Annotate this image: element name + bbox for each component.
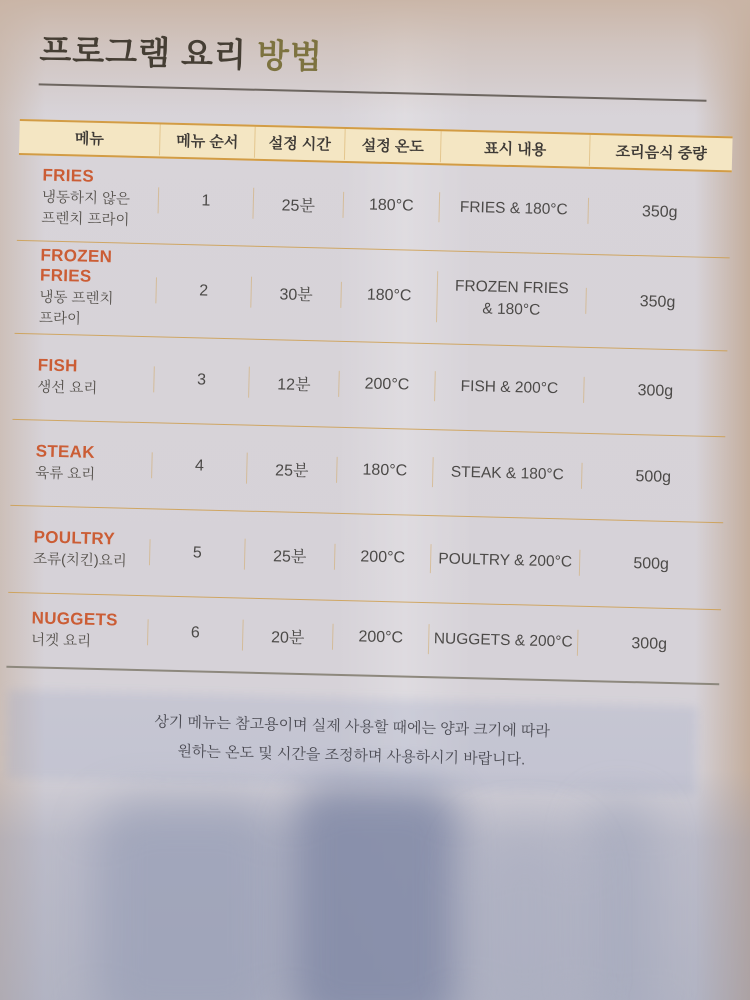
set-temp: 200°C [334, 543, 431, 571]
display-text: NUGGETS & 200°C [428, 624, 578, 657]
menu-cell [13, 351, 154, 405]
menu-order: 2 [155, 277, 251, 305]
menu-name: FISH [37, 355, 78, 376]
menu-cell [17, 161, 159, 236]
menu-order: 4 [151, 452, 247, 480]
set-temp: 180°C [340, 281, 437, 309]
menu-name: POULTRY [33, 527, 116, 549]
display-text: STEAK & 180°C [432, 457, 582, 490]
menu-order: 5 [149, 539, 245, 567]
food-weight: 350g [587, 198, 731, 227]
set-temp: 200°C [332, 624, 429, 652]
table-row-frozen-fries [15, 241, 730, 351]
food-weight: 350g [585, 287, 729, 316]
photographer-shadow-blob [585, 800, 655, 1000]
menu-cell [15, 241, 157, 336]
menu-name: STEAK [35, 441, 96, 462]
photographer-shadow-blob [290, 785, 460, 1000]
menu-desc: 냉동 프렌치 프라이 [38, 289, 114, 328]
column-header-time: 설정 시간 [254, 127, 345, 160]
photographer-shadow-blob [95, 800, 280, 1000]
column-header-temp: 설정 온도 [344, 129, 441, 162]
food-weight: 300g [577, 630, 721, 659]
menu-cell [7, 603, 148, 657]
set-time: 25분 [252, 187, 343, 220]
set-temp: 180°C [343, 192, 440, 220]
display-text: FISH & 200°C [434, 371, 584, 404]
title-underline [39, 83, 707, 101]
display-text: FRIES & 180°C [438, 192, 588, 225]
page-title-main: 프로그램 요리 [39, 31, 248, 74]
set-time: 30분 [250, 277, 341, 310]
set-time: 25분 [244, 539, 335, 572]
photographer-shadow-blob [470, 830, 580, 1000]
cooking-program-table [6, 119, 732, 685]
food-weight: 500g [581, 463, 725, 492]
menu-desc: 조류(치킨)요리 [32, 551, 127, 570]
column-header-display: 표시 내용 [440, 131, 590, 166]
usage-note-line2: 원하는 온도 및 시간을 조정하며 사용하시기 바랍니다. [177, 742, 526, 769]
table-row-nuggets [6, 592, 721, 684]
food-weight: 300g [583, 377, 727, 406]
menu-desc: 너겟 요리 [30, 632, 92, 650]
menu-cell [9, 523, 150, 577]
column-header-order: 메뉴 순서 [159, 124, 255, 157]
display-text: FROZEN FRIES & 180°C [436, 271, 586, 326]
set-temp: 180°C [336, 457, 433, 485]
page-title-accent: 방법 [256, 36, 324, 76]
food-weight: 500g [579, 549, 723, 578]
set-time: 25분 [246, 452, 337, 485]
menu-desc: 육류 요리 [34, 465, 96, 483]
menu-cell [11, 436, 152, 490]
usage-note-line1: 상기 메뉴는 참고용이며 실제 사용할 때에는 양과 크기에 따라 [154, 713, 551, 741]
column-header-menu: 메뉴 [74, 130, 105, 149]
set-temp: 200°C [338, 371, 435, 399]
page-content [4, 30, 738, 795]
column-header-weight: 조리음식 중량 [589, 135, 733, 169]
menu-order: 6 [147, 619, 243, 647]
menu-order: 1 [158, 187, 254, 215]
usage-note-text [153, 709, 550, 776]
menu-name: NUGGETS [31, 608, 119, 630]
page-title [39, 30, 738, 87]
menu-name: FRIES [42, 165, 95, 186]
menu-desc: 생선 요리 [37, 379, 98, 397]
menu-desc: 냉동하지 않은 프렌치 프라이 [41, 189, 131, 229]
menu-order: 3 [153, 366, 249, 394]
set-time: 20분 [242, 619, 333, 652]
display-text: POULTRY & 200°C [430, 544, 580, 577]
set-time: 12분 [248, 366, 339, 399]
menu-name: FROZEN FRIES [39, 245, 113, 286]
